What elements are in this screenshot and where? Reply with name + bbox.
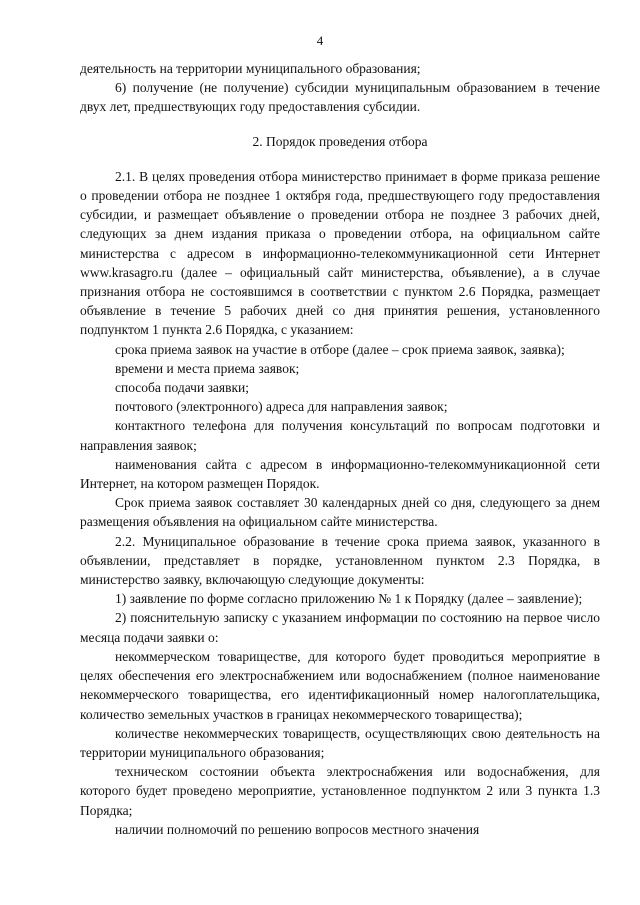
list-item-deadline: срока приема заявок на участие в отборе (далее – срок приема заявок, заявка);: [115, 341, 565, 357]
paragraph-2-2: 2.2. Муниципальное образование в течение срока приема заявок, указанного в объявлении, представляет в порядке, установленном пунктом 2.3 Порядка, в министерство заявку, включающую следующие документы:: [80, 533, 600, 588]
list-item-phone: контактного телефона для получения консультаций по вопросам подготовки и направления заявок;: [80, 418, 600, 453]
list-item-address: почтового (электронного) адреса для направления заявок;: [115, 399, 448, 415]
section-heading: 2. Порядок проведения отбора: [252, 133, 428, 149]
list-item-website: наименования сайта с адресом в информационно-телекоммуникационной сети Интернет, на котором размещен Порядок.: [80, 456, 600, 492]
sub-item-partnership: некоммерческом товариществе, для которого будет проводиться мероприятие в целях обеспечения его электроснабжением или водоснабжением (полное наименование некоммерческого товарищества, его идентификационный номер налогоплательщика, количество земельных участков в границах некоммерческого товарищества);: [80, 648, 600, 722]
paragraph-item-6: 6) получение (не получение) субсидии муниципальным образованием в течение двух лет, предшествующих году предоставления субсидии.: [80, 80, 600, 115]
paragraph-continuation: деятельность на территории муниципального образования;: [80, 61, 421, 76]
paragraph-2-1: 2.1. В целях проведения отбора министерство принимает в форме приказа решение о проведении отбора не позднее 1 октября года, предшествующего году предоставления субсидии, и размещает объявление о проведении отбора не позднее 3 рабочих дней, следующих за днем издания приказа о проведении отбора, на официальном сайте министерства с адресом в информационно-телекоммуникационной сети Интернет www.krasagro.ru (далее – официальный сайт министерства, объявление), а в случае признания отбора не состоявшимся в соответствии с пунктом 2.6 Порядка, размещает объявление в течение 5 рабочих дней со дня принятия решения, установленного подпунктом 1 пункта 2.6 Порядка, с указанием:: [80, 168, 600, 338]
sub-item-count: количестве некоммерческих товариществ, осуществляющих свою деятельность на территории муниципального образования;: [80, 725, 600, 760]
list-item-time-place: времени и места приема заявок;: [115, 360, 300, 376]
sub-item-authority: наличии полномочий по решению вопросов местного значения: [115, 821, 480, 837]
list-item-2: 2) пояснительную записку с указанием информации по состоянию на первое число месяца подачи заявки о:: [80, 610, 600, 645]
list-item-1: 1) заявление по форме согласно приложению № 1 к Порядку (далее – заявление);: [115, 591, 583, 607]
paragraph-deadline-term: Срок приема заявок составляет 30 календарных дней со дня, следующего за днем размещения объявления на официальном сайте министерства.: [80, 495, 600, 530]
document-body: [80, 59, 600, 839]
sub-item-technical-state: техническом состоянии объекта электроснабжения или водоснабжения, для которого будет проведено мероприятие, установленное подпунктом 2 или 3 пункта 1.3 Порядка;: [80, 764, 600, 818]
page-number: 4: [316, 33, 324, 48]
list-item-method: способа подачи заявки;: [115, 380, 250, 396]
